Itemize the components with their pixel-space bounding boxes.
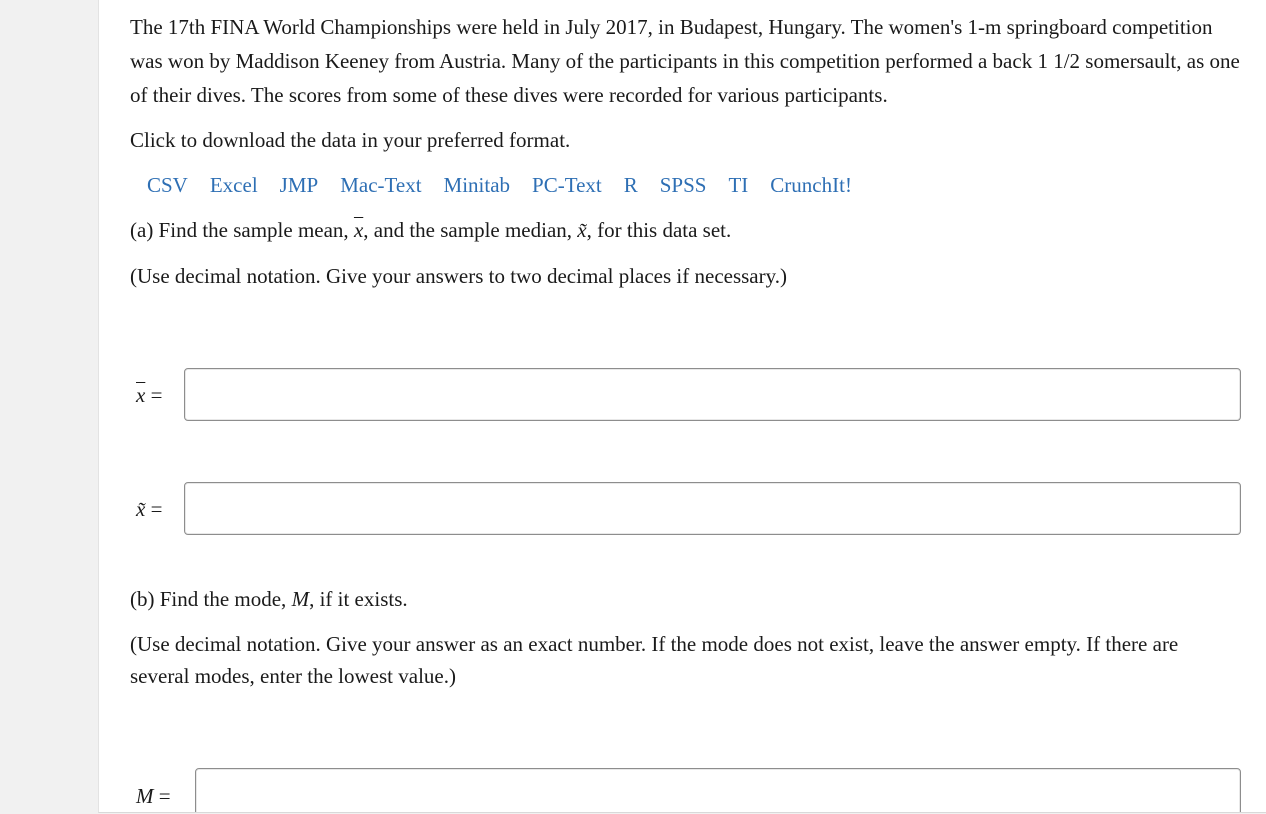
download-link-pc-text[interactable]: PC-Text: [532, 173, 602, 197]
question-panel: [98, 0, 1266, 813]
part-a-question-start: (a) Find the sample mean,: [130, 218, 354, 242]
download-links: [147, 168, 852, 202]
mean-label-eq: =: [150, 383, 163, 407]
download-link-jmp[interactable]: JMP: [279, 173, 319, 197]
sample-mean-symbol: $\overline{x}$: [353, 218, 364, 242]
download-link-mac-text[interactable]: Mac-Text: [340, 173, 422, 197]
download-link-crunchit[interactable]: CrunchIt!: [770, 173, 852, 197]
median-label-eq: =: [150, 497, 163, 521]
download-link-r[interactable]: R: [623, 173, 638, 197]
part-a-question-mid: , and the sample median,: [363, 218, 578, 242]
part-b-question-start: (b) Find the mode,: [130, 587, 292, 611]
mean-label: [136, 380, 162, 410]
mode-symbol: M: [291, 587, 310, 611]
problem-intro: The 17th FINA World Championships were held in July 2017, in Budapest, Hungary. The women's 1-m springboard competition was won by Maddison Keeney from Austria. Many of the participants in this competition performed a back 1 1/2 somersault, as one of their dives. The scores from some of these dives were recorded for various participants.: [130, 15, 1240, 107]
download-link-minitab[interactable]: Minitab: [443, 173, 511, 197]
part-b-question-end: , if it exists.: [309, 587, 408, 611]
median-label: [136, 494, 162, 524]
sample-median-symbol: x̃: [577, 218, 587, 242]
mode-label: [136, 781, 171, 811]
mode-answer-input[interactable]: [195, 768, 1241, 813]
median-answer-input[interactable]: [184, 482, 1241, 535]
download-link-csv[interactable]: CSV: [147, 173, 188, 197]
median-label-var: x̃: [136, 497, 146, 521]
part-b-instructions: (Use decimal notation. Give your answer as an exact number. If the mode does not exist, leave the answer empty. If there are several modes, enter the lowest value.): [130, 632, 1179, 688]
part-a-question: [130, 213, 1240, 247]
part-a-instructions: (Use decimal notation. Give your answers to two decimal places if necessary.): [130, 264, 787, 288]
download-link-spss[interactable]: SPSS: [659, 173, 707, 197]
part-b-question: [130, 582, 1240, 616]
mode-label-var: M: [136, 784, 154, 808]
part-a-question-end: , for this data set.: [586, 218, 732, 242]
download-link-ti[interactable]: TI: [728, 173, 749, 197]
download-prompt: Click to download the data in your preferred format.: [130, 128, 571, 152]
mode-label-eq: =: [158, 784, 171, 808]
mean-answer-input[interactable]: [184, 368, 1241, 421]
mean-label-var: $\overline{x}$: [136, 383, 146, 407]
download-link-excel[interactable]: Excel: [209, 173, 258, 197]
